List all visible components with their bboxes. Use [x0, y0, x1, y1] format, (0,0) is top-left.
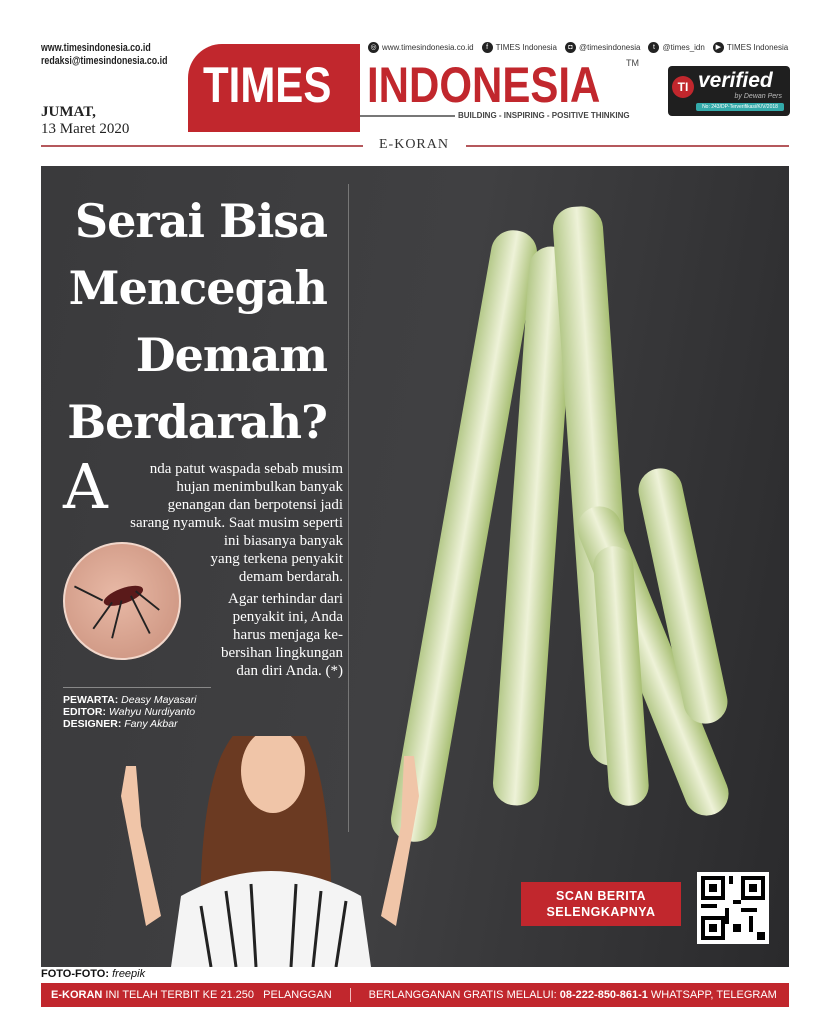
logo-times: TIMES: [203, 57, 332, 113]
twitter-icon: t: [648, 42, 659, 53]
date: 13 Maret 2020: [41, 121, 130, 137]
social-label: @times_idn: [662, 43, 705, 52]
body-line: ini biasanya banyak: [223, 533, 343, 549]
footer-ekoran: E-KORAN: [51, 989, 103, 1001]
facebook-icon: f: [482, 42, 493, 53]
social-label: @timesindonesia: [578, 43, 641, 52]
body-line: penyakit ini, Anda: [232, 609, 343, 625]
social-facebook[interactable]: [482, 42, 557, 53]
footer-phone[interactable]: 08-222-850-861-1: [559, 989, 648, 1001]
social-label: TIMES Indonesia: [726, 43, 789, 52]
body-line: yang terkena penyakit: [210, 551, 343, 567]
footer-separator: [350, 988, 351, 1002]
credit-name: Wahyu Nurdiyanto: [108, 706, 196, 718]
headline-line: Demam: [135, 328, 327, 382]
woman-pointing-photo: [101, 736, 441, 967]
photo-credit-label: FOTO-FOTO:: [41, 968, 110, 980]
headline-line: Serai Bisa: [74, 194, 327, 248]
photo-credit: [41, 968, 145, 981]
body-line: genangan dan berpotensi jadi: [167, 497, 343, 513]
body-line: sarang nyamuk. Saat musim seperti: [130, 515, 343, 531]
website-link[interactable]: www.timesindonesia.co.id: [41, 42, 151, 54]
section-label: E-KORAN: [379, 137, 449, 152]
social-web[interactable]: [368, 42, 474, 53]
credit-role: EDITOR:: [63, 706, 106, 718]
social-instagram[interactable]: [565, 42, 640, 53]
youtube-icon: ▶: [713, 42, 724, 53]
credit-role: DESIGNER:: [63, 718, 122, 730]
section-rule-right: [466, 145, 789, 147]
body-line: bersihan lingkungan: [220, 645, 343, 661]
headline-line: Berdarah?: [67, 395, 327, 449]
credit-role: PEWARTA:: [63, 694, 119, 706]
subscriber-count: 21.250: [220, 989, 254, 1001]
article-body: [63, 450, 343, 680]
scan-line: SELENGKAPNYA: [546, 905, 656, 919]
tagline: BUILDING - INSPIRING - POSITIVE THINKING: [458, 111, 630, 120]
section-rule-left: [41, 145, 363, 147]
logo-indonesia: INDONESIA: [367, 57, 601, 113]
credits-rule: [63, 687, 211, 688]
footer-text2: PELANGGAN: [263, 989, 332, 1001]
headline: [67, 188, 327, 456]
headline-line: Mencegah: [68, 261, 327, 315]
email-link[interactable]: redaksi@timesindonesia.co.id: [41, 55, 168, 67]
social-links: [368, 42, 788, 53]
credit-name: Fany Akbar: [124, 718, 178, 730]
social-label: www.timesindonesia.co.id: [382, 43, 474, 52]
social-label: TIMES Indonesia: [495, 43, 557, 52]
footer-text3: BERLANGGANAN GRATIS MELALUI:: [368, 989, 557, 1001]
ti-logo-icon: TI: [672, 76, 694, 98]
credit-name: Deasy Mayasari: [121, 694, 197, 706]
verified-by: by Dewan Pers: [734, 93, 782, 100]
footer-bar: [41, 983, 789, 1007]
scan-cta: [521, 882, 681, 926]
drop-cap: A: [63, 450, 108, 523]
footer-text4: WHATSAPP, TELEGRAM: [650, 989, 777, 1001]
verified-number: No: 243/DP-Terverifikasi/K/V/2018: [696, 103, 784, 111]
globe-icon: ◎: [368, 42, 379, 53]
scan-line: SCAN BERITA: [556, 889, 646, 903]
credits: [63, 694, 196, 730]
body-line: demam berdarah.: [238, 569, 343, 585]
photo-credit-value: freepik: [112, 968, 146, 980]
qr-code[interactable]: [697, 872, 769, 944]
body-line: dan diri Anda. (*): [236, 663, 343, 679]
column-divider: [348, 184, 349, 832]
verified-label: verified: [698, 69, 773, 92]
instagram-icon: ◘: [565, 42, 576, 53]
header-contact: [41, 42, 167, 68]
body-line: Agar terhindar dari: [228, 591, 343, 607]
social-youtube[interactable]: [713, 42, 788, 53]
social-twitter[interactable]: [648, 42, 704, 53]
footer-text1: INI TELAH TERBIT KE: [105, 989, 218, 1001]
day: JUMAT,: [41, 104, 96, 120]
body-line: hujan menimbulkan banyak: [176, 479, 343, 495]
issue-date: [41, 104, 129, 138]
verified-badge: [668, 66, 790, 116]
cover-panel: [41, 166, 789, 967]
body-line: nda patut waspada sebab musim: [149, 461, 343, 477]
body-line: harus menjaga ke-: [233, 627, 343, 643]
tagline-rule: [360, 115, 455, 117]
trademark: TM: [626, 58, 639, 68]
